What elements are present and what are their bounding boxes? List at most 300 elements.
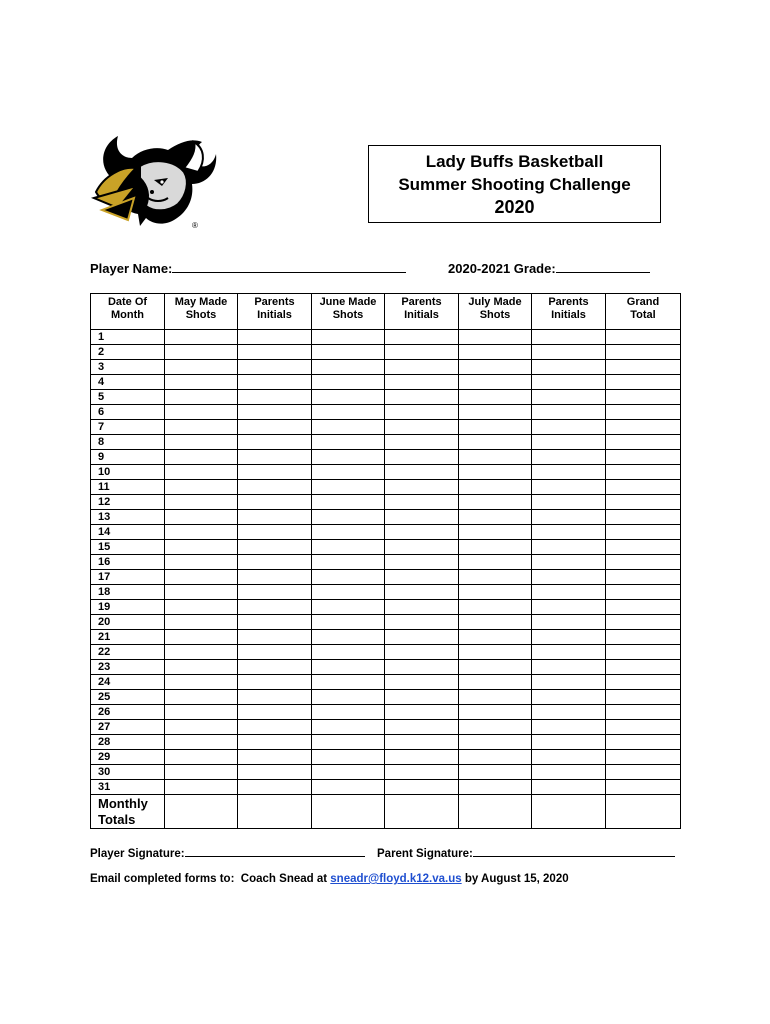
- column-header-line: Date Of: [107, 296, 148, 308]
- entry-cell[interactable]: [385, 345, 459, 360]
- entry-cell[interactable]: [385, 405, 459, 420]
- entry-cell[interactable]: [532, 615, 606, 630]
- entry-cell[interactable]: [238, 435, 312, 450]
- entry-cell[interactable]: [459, 540, 532, 555]
- entry-cell[interactable]: [606, 735, 681, 750]
- entry-cell[interactable]: [606, 330, 681, 345]
- entry-cell[interactable]: [606, 780, 681, 795]
- column-header-line: Initials: [257, 309, 292, 321]
- entry-cell[interactable]: [459, 465, 532, 480]
- column-header: [91, 294, 165, 330]
- entry-cell[interactable]: [312, 780, 385, 795]
- entry-cell[interactable]: [606, 405, 681, 420]
- entry-cell[interactable]: [606, 345, 681, 360]
- entry-cell[interactable]: [532, 780, 606, 795]
- entry-cell[interactable]: [238, 450, 312, 465]
- entry-cell[interactable]: [312, 555, 385, 570]
- table-row: [91, 405, 681, 420]
- entry-cell[interactable]: [312, 705, 385, 720]
- entry-cell[interactable]: [238, 615, 312, 630]
- entry-cell[interactable]: [459, 495, 532, 510]
- entry-cell[interactable]: [165, 720, 238, 735]
- email-prefix: Email completed forms to: Coach Snead at: [90, 873, 331, 885]
- entry-cell[interactable]: [312, 615, 385, 630]
- entry-cell[interactable]: [385, 600, 459, 615]
- day-number: 3: [91, 360, 165, 375]
- entry-cell[interactable]: [165, 555, 238, 570]
- entry-cell[interactable]: [532, 345, 606, 360]
- player-signature-field[interactable]: [185, 844, 365, 857]
- entry-cell[interactable]: [532, 540, 606, 555]
- column-header-line: July Made: [468, 296, 522, 308]
- entry-cell[interactable]: [532, 600, 606, 615]
- entry-cell[interactable]: [459, 435, 532, 450]
- total-cell[interactable]: [459, 795, 532, 829]
- day-number: 29: [91, 750, 165, 765]
- entry-cell[interactable]: [459, 510, 532, 525]
- parent-signature-field[interactable]: [473, 844, 675, 857]
- entry-cell[interactable]: [165, 675, 238, 690]
- entry-cell[interactable]: [165, 375, 238, 390]
- entry-cell[interactable]: [532, 585, 606, 600]
- column-header-line: Parents: [401, 296, 442, 308]
- entry-cell[interactable]: [459, 555, 532, 570]
- entry-cell[interactable]: [385, 390, 459, 405]
- entry-cell[interactable]: [532, 525, 606, 540]
- entry-cell[interactable]: [532, 690, 606, 705]
- entry-cell[interactable]: [312, 330, 385, 345]
- entry-cell[interactable]: [238, 675, 312, 690]
- table-row: [91, 465, 681, 480]
- entry-cell[interactable]: [532, 465, 606, 480]
- column-header: [532, 294, 606, 330]
- entry-cell[interactable]: [165, 570, 238, 585]
- day-number: 16: [91, 555, 165, 570]
- entry-cell[interactable]: [238, 345, 312, 360]
- entry-cell[interactable]: [165, 330, 238, 345]
- table-row: [91, 420, 681, 435]
- entry-cell[interactable]: [532, 570, 606, 585]
- total-cell[interactable]: [238, 795, 312, 829]
- entry-cell[interactable]: [459, 645, 532, 660]
- entry-cell[interactable]: [238, 645, 312, 660]
- column-header-line: Parents: [254, 296, 295, 308]
- entry-cell[interactable]: [238, 510, 312, 525]
- entry-cell[interactable]: [165, 660, 238, 675]
- entry-cell[interactable]: [238, 630, 312, 645]
- entry-cell[interactable]: [459, 525, 532, 540]
- entry-cell[interactable]: [532, 675, 606, 690]
- column-header: [459, 294, 532, 330]
- day-number: 27: [91, 720, 165, 735]
- table-row: [91, 345, 681, 360]
- entry-cell[interactable]: [165, 585, 238, 600]
- entry-cell[interactable]: [606, 450, 681, 465]
- entry-cell[interactable]: [606, 750, 681, 765]
- entry-cell[interactable]: [385, 750, 459, 765]
- day-number: 7: [91, 420, 165, 435]
- entry-cell[interactable]: [532, 450, 606, 465]
- entry-cell[interactable]: [459, 360, 532, 375]
- day-number: 28: [91, 735, 165, 750]
- entry-cell[interactable]: [459, 585, 532, 600]
- entry-cell[interactable]: [532, 360, 606, 375]
- entry-cell[interactable]: [532, 660, 606, 675]
- day-number: 23: [91, 660, 165, 675]
- entry-cell[interactable]: [312, 360, 385, 375]
- entry-cell[interactable]: [532, 375, 606, 390]
- column-header: [385, 294, 459, 330]
- entry-cell[interactable]: [238, 330, 312, 345]
- table-row: [91, 585, 681, 600]
- table-row: [91, 645, 681, 660]
- entry-cell[interactable]: [385, 540, 459, 555]
- entry-cell[interactable]: [238, 585, 312, 600]
- entry-cell[interactable]: [312, 630, 385, 645]
- entry-cell[interactable]: [532, 495, 606, 510]
- entry-cell[interactable]: [165, 495, 238, 510]
- entry-cell[interactable]: [312, 690, 385, 705]
- entry-cell[interactable]: [459, 345, 532, 360]
- entry-cell[interactable]: [385, 435, 459, 450]
- entry-cell[interactable]: [532, 480, 606, 495]
- entry-cell[interactable]: [238, 480, 312, 495]
- totals-label-line: Monthly: [98, 795, 148, 811]
- entry-cell[interactable]: [312, 510, 385, 525]
- entry-cell[interactable]: [165, 420, 238, 435]
- entry-cell[interactable]: [238, 780, 312, 795]
- entry-cell[interactable]: [385, 360, 459, 375]
- day-number: 1: [91, 330, 165, 345]
- entry-cell[interactable]: [385, 645, 459, 660]
- entry-cell[interactable]: [385, 375, 459, 390]
- entry-cell[interactable]: [459, 330, 532, 345]
- entry-cell[interactable]: [312, 465, 385, 480]
- entry-cell[interactable]: [606, 390, 681, 405]
- entry-cell[interactable]: [238, 420, 312, 435]
- entry-cell[interactable]: [165, 390, 238, 405]
- column-header: [606, 294, 681, 330]
- total-cell[interactable]: [312, 795, 385, 829]
- table-row: [91, 735, 681, 750]
- monthly-totals-label: [91, 795, 165, 829]
- entry-cell[interactable]: [459, 600, 532, 615]
- entry-cell[interactable]: [606, 630, 681, 645]
- entry-cell[interactable]: [532, 405, 606, 420]
- entry-cell[interactable]: [165, 345, 238, 360]
- entry-cell[interactable]: [165, 765, 238, 780]
- entry-cell[interactable]: [312, 390, 385, 405]
- entry-cell[interactable]: [459, 705, 532, 720]
- entry-cell[interactable]: [606, 480, 681, 495]
- entry-cell[interactable]: [606, 645, 681, 660]
- entry-cell[interactable]: [312, 570, 385, 585]
- table-row: [91, 750, 681, 765]
- entry-cell[interactable]: [312, 435, 385, 450]
- day-number: 6: [91, 405, 165, 420]
- entry-cell[interactable]: [238, 690, 312, 705]
- entry-cell[interactable]: [606, 540, 681, 555]
- entry-cell[interactable]: [312, 750, 385, 765]
- entry-cell[interactable]: [312, 735, 385, 750]
- entry-cell[interactable]: [459, 375, 532, 390]
- email-link[interactable]: sneadr@floyd.k12.va.us: [330, 873, 462, 885]
- entry-cell[interactable]: [165, 540, 238, 555]
- entry-cell[interactable]: [532, 750, 606, 765]
- entry-cell[interactable]: [459, 720, 532, 735]
- entry-cell[interactable]: [606, 705, 681, 720]
- day-number: 15: [91, 540, 165, 555]
- entry-cell[interactable]: [606, 360, 681, 375]
- table-row: [91, 705, 681, 720]
- entry-cell[interactable]: [606, 660, 681, 675]
- entry-cell[interactable]: [606, 765, 681, 780]
- day-number: 11: [91, 480, 165, 495]
- entry-cell[interactable]: [532, 630, 606, 645]
- day-number: 5: [91, 390, 165, 405]
- entry-cell[interactable]: [459, 570, 532, 585]
- column-header-line: May Made: [174, 296, 228, 308]
- total-cell[interactable]: [606, 795, 681, 829]
- entry-cell[interactable]: [385, 525, 459, 540]
- entry-cell[interactable]: [165, 360, 238, 375]
- entry-cell[interactable]: [385, 465, 459, 480]
- entry-cell[interactable]: [312, 600, 385, 615]
- column-header: [238, 294, 312, 330]
- entry-cell[interactable]: [532, 555, 606, 570]
- entry-cell[interactable]: [165, 735, 238, 750]
- entry-cell[interactable]: [459, 480, 532, 495]
- entry-cell[interactable]: [606, 375, 681, 390]
- table-row: [91, 525, 681, 540]
- entry-cell[interactable]: [532, 720, 606, 735]
- entry-cell[interactable]: [385, 615, 459, 630]
- player-name-field[interactable]: [172, 260, 406, 273]
- entry-cell[interactable]: [238, 495, 312, 510]
- entry-cell[interactable]: [238, 525, 312, 540]
- day-number: 8: [91, 435, 165, 450]
- entry-cell[interactable]: [385, 450, 459, 465]
- entry-cell[interactable]: [606, 720, 681, 735]
- entry-cell[interactable]: [459, 390, 532, 405]
- total-cell[interactable]: [532, 795, 606, 829]
- total-cell[interactable]: [165, 795, 238, 829]
- grade-row: [448, 260, 650, 276]
- entry-cell[interactable]: [385, 570, 459, 585]
- table-row: [91, 570, 681, 585]
- entry-cell[interactable]: [606, 675, 681, 690]
- entry-cell[interactable]: [385, 780, 459, 795]
- entry-cell[interactable]: [385, 495, 459, 510]
- entry-cell[interactable]: [238, 555, 312, 570]
- column-header-line: Parents: [548, 296, 589, 308]
- entry-cell[interactable]: [312, 585, 385, 600]
- entry-cell[interactable]: [165, 465, 238, 480]
- entry-cell[interactable]: [606, 615, 681, 630]
- entry-cell[interactable]: [532, 390, 606, 405]
- entry-cell[interactable]: [606, 600, 681, 615]
- entry-cell[interactable]: [459, 780, 532, 795]
- entry-cell[interactable]: [532, 330, 606, 345]
- day-number: 21: [91, 630, 165, 645]
- entry-cell[interactable]: [459, 735, 532, 750]
- entry-cell[interactable]: [312, 405, 385, 420]
- entry-cell[interactable]: [238, 765, 312, 780]
- entry-cell[interactable]: [532, 420, 606, 435]
- entry-cell[interactable]: [165, 510, 238, 525]
- totals-label-line: Totals: [98, 811, 136, 827]
- entry-cell[interactable]: [459, 750, 532, 765]
- entry-cell[interactable]: [532, 735, 606, 750]
- parent-signature-label: Parent Signature:: [377, 848, 473, 860]
- entry-cell[interactable]: [459, 690, 532, 705]
- entry-cell[interactable]: [459, 420, 532, 435]
- entry-cell[interactable]: [606, 570, 681, 585]
- entry-cell[interactable]: [312, 525, 385, 540]
- entry-cell[interactable]: [606, 420, 681, 435]
- entry-cell[interactable]: [165, 630, 238, 645]
- entry-cell[interactable]: [459, 450, 532, 465]
- day-number: 4: [91, 375, 165, 390]
- entry-cell[interactable]: [165, 480, 238, 495]
- entry-cell[interactable]: [312, 540, 385, 555]
- entry-cell[interactable]: [385, 510, 459, 525]
- table-row: [91, 765, 681, 780]
- entry-cell[interactable]: [385, 480, 459, 495]
- entry-cell[interactable]: [606, 525, 681, 540]
- entry-cell[interactable]: [606, 510, 681, 525]
- entry-cell[interactable]: [238, 570, 312, 585]
- entry-cell[interactable]: [312, 450, 385, 465]
- entry-cell[interactable]: [606, 465, 681, 480]
- entry-cell[interactable]: [312, 375, 385, 390]
- entry-cell[interactable]: [238, 360, 312, 375]
- entry-cell[interactable]: [459, 675, 532, 690]
- entry-cell[interactable]: [606, 690, 681, 705]
- grade-field[interactable]: [556, 260, 650, 273]
- column-header-line: Shots: [332, 309, 364, 321]
- entry-cell[interactable]: [165, 750, 238, 765]
- entry-cell[interactable]: [606, 585, 681, 600]
- entry-cell[interactable]: [459, 660, 532, 675]
- entry-cell[interactable]: [385, 765, 459, 780]
- entry-cell[interactable]: [312, 765, 385, 780]
- column-header-line: Shots: [479, 309, 511, 321]
- entry-cell[interactable]: [459, 615, 532, 630]
- player-name-label: Player Name:: [90, 261, 173, 276]
- entry-cell[interactable]: [238, 705, 312, 720]
- entry-cell[interactable]: [165, 615, 238, 630]
- table-row: [91, 375, 681, 390]
- table-row: [91, 330, 681, 345]
- table-row: [91, 555, 681, 570]
- column-header-line: Initials: [404, 309, 439, 321]
- parent-signature-row: [377, 844, 675, 860]
- table-row: [91, 360, 681, 375]
- entry-cell[interactable]: [606, 435, 681, 450]
- entry-cell[interactable]: [238, 735, 312, 750]
- entry-cell[interactable]: [385, 630, 459, 645]
- entry-cell[interactable]: [238, 465, 312, 480]
- entry-cell[interactable]: [532, 510, 606, 525]
- player-signature-row: [90, 844, 365, 860]
- entry-cell[interactable]: [385, 705, 459, 720]
- entry-cell[interactable]: [312, 495, 385, 510]
- entry-cell[interactable]: [238, 720, 312, 735]
- entry-cell[interactable]: [532, 765, 606, 780]
- entry-cell[interactable]: [606, 555, 681, 570]
- entry-cell[interactable]: [459, 765, 532, 780]
- day-number: 17: [91, 570, 165, 585]
- entry-cell[interactable]: [312, 420, 385, 435]
- entry-cell[interactable]: [165, 600, 238, 615]
- day-number: 24: [91, 675, 165, 690]
- entry-cell[interactable]: [312, 675, 385, 690]
- entry-cell[interactable]: [238, 375, 312, 390]
- entry-cell[interactable]: [385, 675, 459, 690]
- table-header-row: [91, 294, 681, 330]
- entry-cell[interactable]: [385, 660, 459, 675]
- entry-cell[interactable]: [165, 525, 238, 540]
- entry-cell[interactable]: [385, 735, 459, 750]
- entry-cell[interactable]: [165, 780, 238, 795]
- entry-cell[interactable]: [238, 390, 312, 405]
- entry-cell[interactable]: [238, 540, 312, 555]
- team-logo: [88, 128, 218, 232]
- entry-cell[interactable]: [532, 645, 606, 660]
- entry-cell[interactable]: [385, 585, 459, 600]
- entry-cell[interactable]: [165, 435, 238, 450]
- entry-cell[interactable]: [532, 705, 606, 720]
- entry-cell[interactable]: [312, 660, 385, 675]
- entry-cell[interactable]: [385, 690, 459, 705]
- title-line-1: Lady Buffs Basketball: [425, 151, 604, 171]
- entry-cell[interactable]: [459, 630, 532, 645]
- entry-cell[interactable]: [165, 450, 238, 465]
- table-row: [91, 675, 681, 690]
- column-header-line: Initials: [551, 309, 586, 321]
- entry-cell[interactable]: [238, 600, 312, 615]
- entry-cell[interactable]: [238, 660, 312, 675]
- entry-cell[interactable]: [312, 345, 385, 360]
- entry-cell[interactable]: [165, 690, 238, 705]
- entry-cell[interactable]: [459, 405, 532, 420]
- day-number: 9: [91, 450, 165, 465]
- entry-cell[interactable]: [385, 555, 459, 570]
- entry-cell[interactable]: [312, 720, 385, 735]
- column-header-line: Month: [111, 309, 144, 321]
- entry-cell[interactable]: [165, 645, 238, 660]
- entry-cell[interactable]: [165, 705, 238, 720]
- entry-cell[interactable]: [385, 420, 459, 435]
- grade-label: 2020-2021 Grade:: [448, 261, 556, 276]
- table-row: [91, 660, 681, 675]
- entry-cell[interactable]: [312, 645, 385, 660]
- column-header-line: Shots: [185, 309, 217, 321]
- table-row: [91, 495, 681, 510]
- entry-cell[interactable]: [532, 435, 606, 450]
- day-number: 18: [91, 585, 165, 600]
- entry-cell[interactable]: [165, 405, 238, 420]
- entry-cell[interactable]: [312, 480, 385, 495]
- total-cell[interactable]: [385, 795, 459, 829]
- entry-cell[interactable]: [238, 750, 312, 765]
- entry-cell[interactable]: [385, 330, 459, 345]
- entry-cell[interactable]: [606, 495, 681, 510]
- day-number: 22: [91, 645, 165, 660]
- entry-cell[interactable]: [238, 405, 312, 420]
- entry-cell[interactable]: [385, 720, 459, 735]
